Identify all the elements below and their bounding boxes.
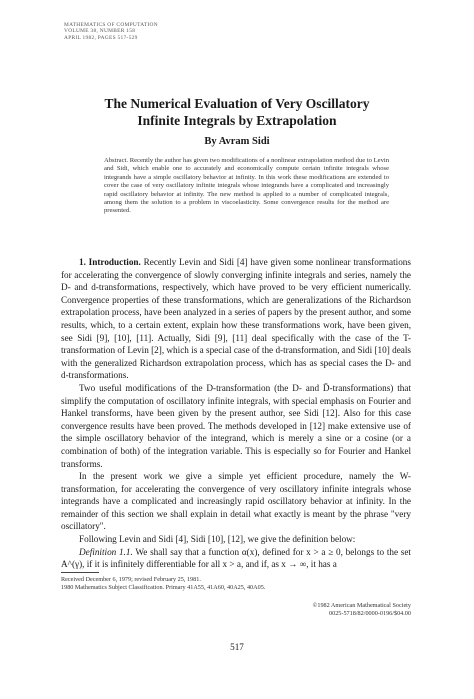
author-line: By Avram Sidi <box>204 136 270 147</box>
paragraph <box>61 256 411 382</box>
section-heading: 1. Introduction. <box>79 257 141 267</box>
abstract <box>104 157 389 216</box>
paragraph-text: Recently Levin and Sidi [4] have given some nonlinear transformations for accelerating the convergence of slowly converging infinite integrals and series, namely the D- and d-transformations, respectively, which have proved to be very efficient numerically. Convergence properties of these transformations, which are generalizations of the Richardson extrapolation process, have been analyzed in a series of papers by the present author, and some results, which, to a certain extent, explain how these transformations work, have been given, see Sidi [9], [10], [11]. Actually, Sidi [9], [11] deal specifically with the case of the T-transformation of Levin [2], which is a special case of the d-transformation, and Sidi [10] deals with the generalized Richardson extrapolation process, which has as special cases the D- and d-transformations. <box>61 257 411 381</box>
footnote-rule <box>61 572 99 573</box>
paragraph: Two useful modifications of the D-transformation (the D- and D̄-transformations) that simplify the computation of oscillatory infinite integrals, with special emphasis on Fourier and Hankel transforms, have been given by the present author, see Sidi [12]. Also for this case convergence results have been proved. The methods developed in [12] make extensive use of the simple oscillatory behavior of the integrand, which is merely a sine or a cosine (or a combination of both) of the integration variable. This is especially so for Fourier and Hankel transforms. <box>61 382 411 469</box>
copyright-line-1: ©1982 American Mathematical Society <box>312 602 411 609</box>
title-line-2: Infinite Integrals by Extrapolation <box>137 113 337 128</box>
definition-label: Definition 1.1. <box>79 546 133 557</box>
definition <box>61 546 411 571</box>
definition-text: We shall say that a function α(x), defined for x > a ≥ 0, belongs to the set A^(γ), if it is infinitely differentiable for all x > a, and if, as x → ∞, it has a <box>61 546 411 570</box>
paragraph: Following Levin and Sidi [4], Sidi [10], [12], we give the definition below: <box>79 534 356 545</box>
journal-header <box>64 22 158 41</box>
journal-pages: APRIL 1982, PAGES 517-529 <box>64 34 138 41</box>
copyright-notice <box>261 602 411 618</box>
subject-classification: 1980 Mathematics Subject Classification. Primary 41A55, 41A60, 40A25, 40A05. <box>61 583 266 591</box>
abstract-label: Abstract. <box>104 157 128 164</box>
paragraph: In the present work we give a simple yet efficient procedure, namely the W-transformation, for accelerating the convergence of very oscillatory infinite integrals whose integrands have a complicated and increasingly rapid oscillatory behavior at infinity. In the remainder of this section we shall explain in detail what exactly is meant by the phrase "very oscillatory". <box>61 471 411 532</box>
paper-title <box>0 95 474 129</box>
journal-name: MATHEMATICS OF COMPUTATION <box>64 22 158 28</box>
journal-volume: VOLUME 38, NUMBER 158 <box>64 28 136 35</box>
page-number: 517 <box>230 642 244 652</box>
footnotes <box>61 576 411 592</box>
received-date: Received December 6, 1979; revised February 25, 1981. <box>61 576 201 583</box>
section-introduction <box>61 256 411 571</box>
title-line-1: The Numerical Evaluation of Very Oscillatory <box>104 96 370 111</box>
copyright-line-2: 0025-5718/82/0000-0196/$04.00 <box>329 609 411 617</box>
abstract-text: Recently the author has given two modifications of a nonlinear extrapolation method due to Levin and Sidi, which enable one to accurately and economically compute certain infinite integrals whose integrands have a simple oscillatory behavior at infinity. In this work these modifications are extended to cover the case of very oscillatory infinite integrals whose integrands have a complicated and increasingly rapid oscillatory behavior at infinity. The new method is applied to a number of complicated integrals, among them the solution to a problem in viscoelasticity. Some convergence results for the method are presented. <box>104 157 389 215</box>
